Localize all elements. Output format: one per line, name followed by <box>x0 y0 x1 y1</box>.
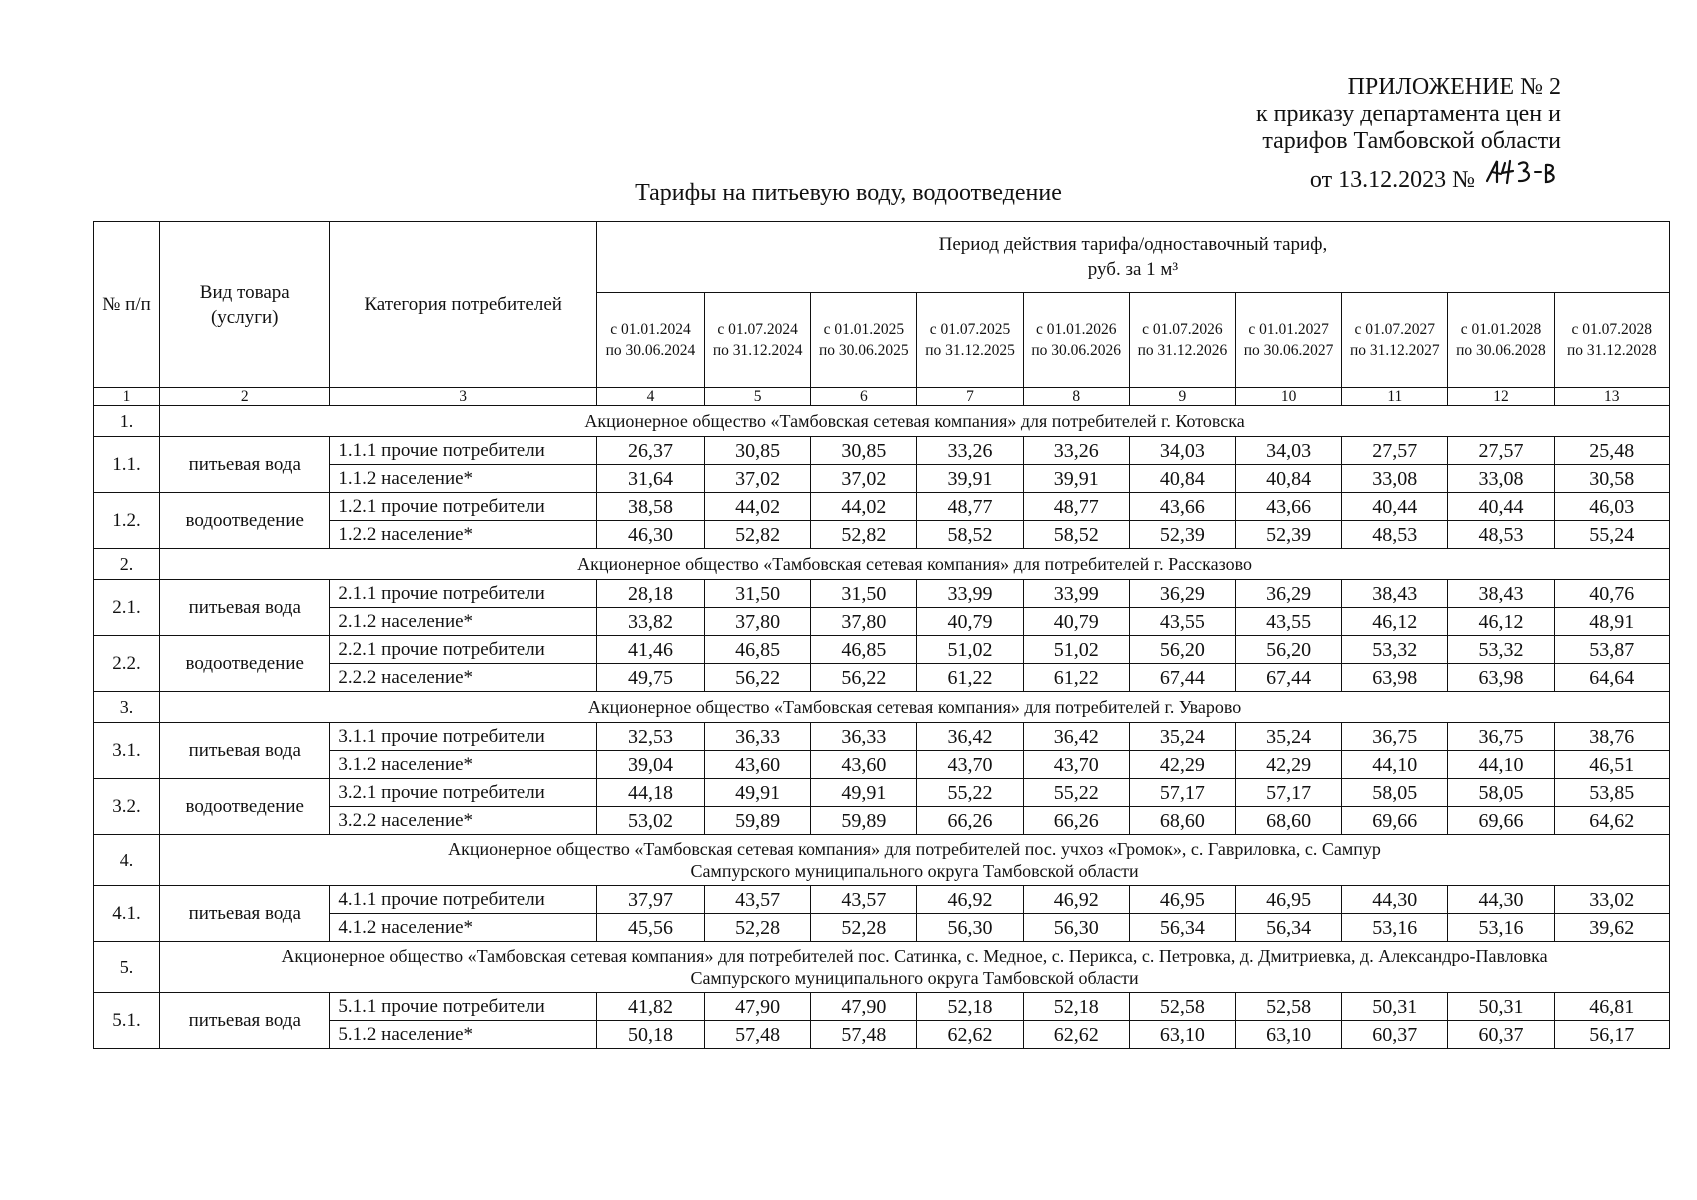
tariff-value: 33,26 <box>917 437 1023 465</box>
tariff-value: 50,31 <box>1448 993 1554 1021</box>
tariff-value: 49,91 <box>705 779 811 807</box>
tariff-value: 36,42 <box>917 723 1023 751</box>
tariff-value: 58,05 <box>1342 779 1448 807</box>
tariff-value: 52,18 <box>1023 993 1129 1021</box>
tariff-value: 34,03 <box>1236 437 1342 465</box>
service-number: 5.1. <box>94 993 160 1049</box>
tariff-value: 56,30 <box>917 914 1023 942</box>
tariff-value: 30,58 <box>1554 465 1669 493</box>
tariff-value: 43,60 <box>705 751 811 779</box>
column-number-cell: 9 <box>1129 388 1235 406</box>
tariff-value: 40,79 <box>1023 608 1129 636</box>
table-row <box>94 465 1670 493</box>
column-number-cell: 6 <box>811 388 917 406</box>
tariff-value: 44,30 <box>1448 886 1554 914</box>
tariff-value: 34,03 <box>1129 437 1235 465</box>
tariff-value: 36,33 <box>705 723 811 751</box>
tariff-value: 46,92 <box>1023 886 1129 914</box>
group-number: 3. <box>94 692 160 723</box>
group-name-line: Сампурского муниципального округа Тамбовской области <box>690 861 1139 881</box>
tariff-value: 36,42 <box>1023 723 1129 751</box>
consumer-category: 2.2.2 население* <box>330 664 596 692</box>
tariff-value: 46,95 <box>1236 886 1342 914</box>
tariff-value: 48,77 <box>1023 493 1129 521</box>
consumer-category: 3.2.2 население* <box>330 807 596 835</box>
period-from: с 01.07.2028 <box>1571 321 1653 338</box>
tariff-value: 33,99 <box>1023 580 1129 608</box>
tariff-value: 31,50 <box>705 580 811 608</box>
tariff-value: 60,37 <box>1342 1021 1448 1049</box>
group-name-line: Сампурского муниципального округа Тамбовской области <box>690 968 1139 988</box>
tariff-value: 37,02 <box>705 465 811 493</box>
table-row <box>94 807 1670 835</box>
period-header-cell <box>1023 293 1129 388</box>
header-category: Категория потребителей <box>330 222 596 388</box>
tariff-value: 60,37 <box>1448 1021 1554 1049</box>
consumer-category: 4.1.1 прочие потребители <box>330 886 596 914</box>
tariff-value: 51,02 <box>917 636 1023 664</box>
period-to: по 30.06.2026 <box>1031 342 1122 359</box>
document-title: Тарифы на питьевую воду, водоотведение <box>635 180 1062 206</box>
service-kind: водоотведение <box>160 493 330 549</box>
group-row <box>94 406 1670 437</box>
tariff-value: 46,95 <box>1129 886 1235 914</box>
tariff-value: 52,28 <box>811 914 917 942</box>
tariff-value: 52,39 <box>1129 521 1235 549</box>
tariff-value: 43,66 <box>1236 493 1342 521</box>
tariff-value: 46,85 <box>811 636 917 664</box>
tariff-value: 69,66 <box>1448 807 1554 835</box>
tariff-value: 49,75 <box>596 664 704 692</box>
tariff-value: 48,91 <box>1554 608 1669 636</box>
tariff-value: 48,77 <box>917 493 1023 521</box>
tariff-value: 41,46 <box>596 636 704 664</box>
tariff-value: 25,48 <box>1554 437 1669 465</box>
consumer-category: 3.1.1 прочие потребители <box>330 723 596 751</box>
column-number-cell: 7 <box>917 388 1023 406</box>
tariff-value: 66,26 <box>1023 807 1129 835</box>
tariff-value: 62,62 <box>1023 1021 1129 1049</box>
period-header-cell <box>1129 293 1235 388</box>
consumer-category: 1.2.2 население* <box>330 521 596 549</box>
table-row <box>94 493 1670 521</box>
tariff-value: 55,22 <box>1023 779 1129 807</box>
group-name <box>160 835 1670 886</box>
tariff-value: 56,22 <box>705 664 811 692</box>
column-number-cell: 11 <box>1342 388 1448 406</box>
header-period <box>596 222 1669 293</box>
tariff-value: 53,85 <box>1554 779 1669 807</box>
service-number: 2.1. <box>94 580 160 636</box>
tariff-value: 33,02 <box>1554 886 1669 914</box>
tariff-value: 39,04 <box>596 751 704 779</box>
tariff-value: 44,02 <box>811 493 917 521</box>
tariff-value: 58,52 <box>917 521 1023 549</box>
tariff-value: 66,26 <box>917 807 1023 835</box>
consumer-category: 3.1.2 население* <box>330 751 596 779</box>
tariff-value: 36,75 <box>1342 723 1448 751</box>
tariff-value: 31,64 <box>596 465 704 493</box>
service-kind: питьевая вода <box>160 723 330 779</box>
tariff-value: 56,22 <box>811 664 917 692</box>
tariff-value: 50,18 <box>596 1021 704 1049</box>
tariff-value: 43,66 <box>1129 493 1235 521</box>
tariff-value: 56,30 <box>1023 914 1129 942</box>
table-row <box>94 914 1670 942</box>
group-name-line: Акционерное общество «Тамбовская сетевая компания» для потребителей г. Рассказово <box>577 554 1252 574</box>
service-kind: водоотведение <box>160 636 330 692</box>
tariff-value: 67,44 <box>1129 664 1235 692</box>
tariff-value: 40,76 <box>1554 580 1669 608</box>
tariff-value: 31,50 <box>811 580 917 608</box>
table-row <box>94 636 1670 664</box>
table-header <box>94 222 1670 406</box>
tariff-value: 69,66 <box>1342 807 1448 835</box>
column-numbers-row <box>94 388 1670 406</box>
tariff-value: 35,24 <box>1129 723 1235 751</box>
tariff-value: 46,92 <box>917 886 1023 914</box>
table-row <box>94 521 1670 549</box>
period-header-cell <box>596 293 704 388</box>
group-name-line: Акционерное общество «Тамбовская сетевая компания» для потребителей пос. учхоз «Громок», с. Гавриловка, с. Сампур <box>448 839 1381 859</box>
group-row <box>94 549 1670 580</box>
group-row <box>94 835 1670 886</box>
appendix-header <box>1256 74 1561 194</box>
tariff-value: 41,82 <box>596 993 704 1021</box>
period-from: с 01.07.2026 <box>1142 321 1223 338</box>
column-number-cell: 4 <box>596 388 704 406</box>
tariff-value: 56,34 <box>1129 914 1235 942</box>
appendix-line-1: к приказу департамента цен и <box>1255 101 1561 127</box>
tariff-value: 42,29 <box>1236 751 1342 779</box>
tariff-value: 55,22 <box>917 779 1023 807</box>
header-period-line-2: руб. за 1 м³ <box>1087 259 1179 280</box>
tariff-value: 61,22 <box>917 664 1023 692</box>
tariff-value: 44,30 <box>1342 886 1448 914</box>
column-number-cell: 8 <box>1023 388 1129 406</box>
period-header-cell <box>1554 293 1669 388</box>
period-to: по 31.12.2026 <box>1137 342 1228 359</box>
tariff-value: 52,39 <box>1236 521 1342 549</box>
tariff-value: 57,17 <box>1236 779 1342 807</box>
header-product: Вид товара (услуги) <box>160 222 330 388</box>
group-name-line: Акционерное общество «Тамбовская сетевая компания» для потребителей пос. Сатинка, с. Медное, с. Перикса, с. Петровка, д. Дмитриевка, д. Александро-Павловка <box>281 946 1548 966</box>
tariff-value: 27,57 <box>1342 437 1448 465</box>
tariff-value: 43,55 <box>1129 608 1235 636</box>
tariff-value: 26,37 <box>596 437 704 465</box>
group-name <box>160 692 1670 723</box>
tariff-value: 44,10 <box>1448 751 1554 779</box>
tariff-value: 37,97 <box>596 886 704 914</box>
period-from: с 01.07.2024 <box>717 321 798 338</box>
table-row <box>94 437 1670 465</box>
tariff-value: 53,16 <box>1342 914 1448 942</box>
header-period-line-1: Период действия тарифа/одноставочный тариф, <box>938 234 1328 255</box>
appendix-line-2: тарифов Тамбовской области <box>1262 128 1561 154</box>
service-kind: питьевая вода <box>160 580 330 636</box>
tariff-value: 48,53 <box>1342 521 1448 549</box>
tariff-value: 43,55 <box>1236 608 1342 636</box>
tariff-value: 68,60 <box>1236 807 1342 835</box>
tariff-value: 42,29 <box>1129 751 1235 779</box>
consumer-category: 3.2.1 прочие потребители <box>330 779 596 807</box>
appendix-title: ПРИЛОЖЕНИЕ № 2 <box>1347 74 1561 100</box>
consumer-category: 2.2.1 прочие потребители <box>330 636 596 664</box>
column-number-cell: 12 <box>1448 388 1554 406</box>
service-number: 3.1. <box>94 723 160 779</box>
group-number: 1. <box>94 406 160 437</box>
tariff-value: 61,22 <box>1023 664 1129 692</box>
period-to: по 31.12.2024 <box>712 342 803 359</box>
tariff-value: 38,43 <box>1342 580 1448 608</box>
tariff-value: 46,85 <box>705 636 811 664</box>
tariff-value: 33,82 <box>596 608 704 636</box>
tariff-value: 40,84 <box>1129 465 1235 493</box>
table-row <box>94 608 1670 636</box>
group-name-line: Акционерное общество «Тамбовская сетевая компания» для потребителей г. Котовска <box>584 411 1245 431</box>
tariff-value: 43,57 <box>811 886 917 914</box>
tariff-value: 53,02 <box>596 807 704 835</box>
period-to: по 31.12.2027 <box>1349 342 1440 359</box>
tariff-value: 40,84 <box>1236 465 1342 493</box>
order-date-text: от 13.12.2023 № <box>1309 167 1475 193</box>
service-number: 1.2. <box>94 493 160 549</box>
tariff-value: 44,10 <box>1342 751 1448 779</box>
period-header-cell <box>811 293 917 388</box>
tariff-value: 40,44 <box>1448 493 1554 521</box>
consumer-category: 5.1.2 население* <box>330 1021 596 1049</box>
tariff-table <box>93 221 1670 1049</box>
tariff-value: 58,52 <box>1023 521 1129 549</box>
tariff-value: 51,02 <box>1023 636 1129 664</box>
table-row <box>94 1021 1670 1049</box>
consumer-category: 1.1.1 прочие потребители <box>330 437 596 465</box>
header-number: № п/п <box>94 222 160 388</box>
tariff-value: 53,32 <box>1448 636 1554 664</box>
consumer-category: 5.1.1 прочие потребители <box>330 993 596 1021</box>
tariff-value: 53,16 <box>1448 914 1554 942</box>
table-row <box>94 779 1670 807</box>
tariff-value: 56,20 <box>1129 636 1235 664</box>
tariff-value: 53,32 <box>1342 636 1448 664</box>
group-name <box>160 942 1670 993</box>
tariff-value: 68,60 <box>1129 807 1235 835</box>
tariff-value: 39,91 <box>1023 465 1129 493</box>
table-row <box>94 751 1670 779</box>
group-row <box>94 692 1670 723</box>
table-row <box>94 580 1670 608</box>
period-to: по 30.06.2028 <box>1456 342 1546 359</box>
consumer-category: 2.1.1 прочие потребители <box>330 580 596 608</box>
tariff-value: 30,85 <box>705 437 811 465</box>
tariff-value: 37,02 <box>811 465 917 493</box>
tariff-value: 36,29 <box>1129 580 1235 608</box>
tariff-value: 46,12 <box>1448 608 1554 636</box>
column-number-cell: 5 <box>705 388 811 406</box>
tariff-value: 43,60 <box>811 751 917 779</box>
tariff-value: 59,89 <box>811 807 917 835</box>
tariff-value: 49,91 <box>811 779 917 807</box>
period-from: с 01.01.2027 <box>1248 321 1329 338</box>
tariff-value: 39,62 <box>1554 914 1669 942</box>
column-number-cell: 2 <box>160 388 330 406</box>
tariff-value: 67,44 <box>1236 664 1342 692</box>
tariff-value: 63,98 <box>1448 664 1554 692</box>
period-from: с 01.01.2028 <box>1460 321 1542 338</box>
period-header-cell <box>1236 293 1342 388</box>
tariff-value: 44,02 <box>705 493 811 521</box>
tariff-value: 52,18 <box>917 993 1023 1021</box>
table-row <box>94 664 1670 692</box>
tariff-value: 37,80 <box>705 608 811 636</box>
service-number: 1.1. <box>94 437 160 493</box>
group-number: 4. <box>94 835 160 886</box>
period-to: по 30.06.2025 <box>819 342 909 359</box>
tariff-value: 48,53 <box>1448 521 1554 549</box>
tariff-value: 57,48 <box>705 1021 811 1049</box>
table-body <box>94 406 1670 1049</box>
tariff-value: 27,57 <box>1448 437 1554 465</box>
period-to: по 31.12.2025 <box>925 342 1015 359</box>
service-kind: водоотведение <box>160 779 330 835</box>
tariff-value: 52,58 <box>1129 993 1235 1021</box>
tariff-value: 40,79 <box>917 608 1023 636</box>
tariff-value: 43,70 <box>917 751 1023 779</box>
tariff-value: 56,20 <box>1236 636 1342 664</box>
service-number: 3.2. <box>94 779 160 835</box>
tariff-value: 46,12 <box>1342 608 1448 636</box>
column-number-cell: 13 <box>1554 388 1669 406</box>
tariff-value: 36,33 <box>811 723 917 751</box>
consumer-category: 4.1.2 население* <box>330 914 596 942</box>
service-kind: питьевая вода <box>160 993 330 1049</box>
tariff-value: 33,08 <box>1448 465 1554 493</box>
service-number: 4.1. <box>94 886 160 942</box>
period-to: по 30.06.2027 <box>1243 342 1334 359</box>
tariff-value: 32,53 <box>596 723 704 751</box>
period-from: с 01.07.2027 <box>1354 321 1436 338</box>
table-row <box>94 886 1670 914</box>
consumer-category: 1.2.1 прочие потребители <box>330 493 596 521</box>
tariff-value: 43,57 <box>705 886 811 914</box>
table-row <box>94 993 1670 1021</box>
tariff-value: 52,82 <box>705 521 811 549</box>
period-header-cell <box>705 293 811 388</box>
tariff-value: 63,98 <box>1342 664 1448 692</box>
table-row <box>94 723 1670 751</box>
column-number-cell: 1 <box>94 388 160 406</box>
column-number-cell: 3 <box>330 388 596 406</box>
group-row <box>94 942 1670 993</box>
period-header-cell <box>1342 293 1448 388</box>
tariff-value: 36,29 <box>1236 580 1342 608</box>
tariff-value: 36,75 <box>1448 723 1554 751</box>
group-name <box>160 549 1670 580</box>
tariff-value: 58,05 <box>1448 779 1554 807</box>
period-to: по 31.12.2028 <box>1566 342 1657 359</box>
tariff-value: 62,62 <box>917 1021 1023 1049</box>
tariff-value: 43,70 <box>1023 751 1129 779</box>
group-name <box>160 406 1670 437</box>
tariff-value: 52,28 <box>705 914 811 942</box>
tariff-value: 55,24 <box>1554 521 1669 549</box>
period-from: с 01.01.2026 <box>1035 321 1117 338</box>
tariff-value: 45,56 <box>596 914 704 942</box>
tariff-value: 64,62 <box>1554 807 1669 835</box>
tariff-value: 33,99 <box>917 580 1023 608</box>
period-header-cell <box>1448 293 1554 388</box>
tariff-value: 52,58 <box>1236 993 1342 1021</box>
period-from: с 01.01.2025 <box>823 321 905 338</box>
tariff-value: 50,31 <box>1342 993 1448 1021</box>
tariff-value: 56,17 <box>1554 1021 1669 1049</box>
tariff-value: 56,34 <box>1236 914 1342 942</box>
tariff-value: 40,44 <box>1342 493 1448 521</box>
tariff-value: 38,76 <box>1554 723 1669 751</box>
consumer-category: 2.1.2 население* <box>330 608 596 636</box>
tariff-value: 52,82 <box>811 521 917 549</box>
tariff-value: 33,26 <box>1023 437 1129 465</box>
tariff-value: 63,10 <box>1236 1021 1342 1049</box>
tariff-value: 44,18 <box>596 779 704 807</box>
group-number: 5. <box>94 942 160 993</box>
service-kind: питьевая вода <box>160 437 330 493</box>
tariff-value: 47,90 <box>705 993 811 1021</box>
tariff-value: 38,43 <box>1448 580 1554 608</box>
tariff-value: 28,18 <box>596 580 704 608</box>
service-number: 2.2. <box>94 636 160 692</box>
tariff-value: 59,89 <box>705 807 811 835</box>
tariff-value: 35,24 <box>1236 723 1342 751</box>
tariff-value: 64,64 <box>1554 664 1669 692</box>
group-number: 2. <box>94 549 160 580</box>
tariff-value: 57,17 <box>1129 779 1235 807</box>
tariff-value: 38,58 <box>596 493 704 521</box>
tariff-value: 30,85 <box>811 437 917 465</box>
tariff-value: 37,80 <box>811 608 917 636</box>
tariff-value: 53,87 <box>1554 636 1669 664</box>
tariff-value: 39,91 <box>917 465 1023 493</box>
service-kind: питьевая вода <box>160 886 330 942</box>
tariff-value: 46,81 <box>1554 993 1669 1021</box>
tariff-value: 47,90 <box>811 993 917 1021</box>
tariff-value: 46,30 <box>596 521 704 549</box>
consumer-category: 1.1.2 население* <box>330 465 596 493</box>
tariff-value: 33,08 <box>1342 465 1448 493</box>
period-to: по 30.06.2024 <box>605 342 696 359</box>
tariff-value: 46,03 <box>1554 493 1669 521</box>
period-from: с 01.07.2025 <box>929 321 1011 338</box>
period-from: с 01.01.2024 <box>610 321 691 338</box>
tariff-value: 63,10 <box>1129 1021 1235 1049</box>
group-name-line: Акционерное общество «Тамбовская сетевая компания» для потребителей г. Уварово <box>587 697 1242 717</box>
tariff-value: 46,51 <box>1554 751 1669 779</box>
period-header-cell <box>917 293 1023 388</box>
tariff-value: 57,48 <box>811 1021 917 1049</box>
column-number-cell: 10 <box>1236 388 1342 406</box>
